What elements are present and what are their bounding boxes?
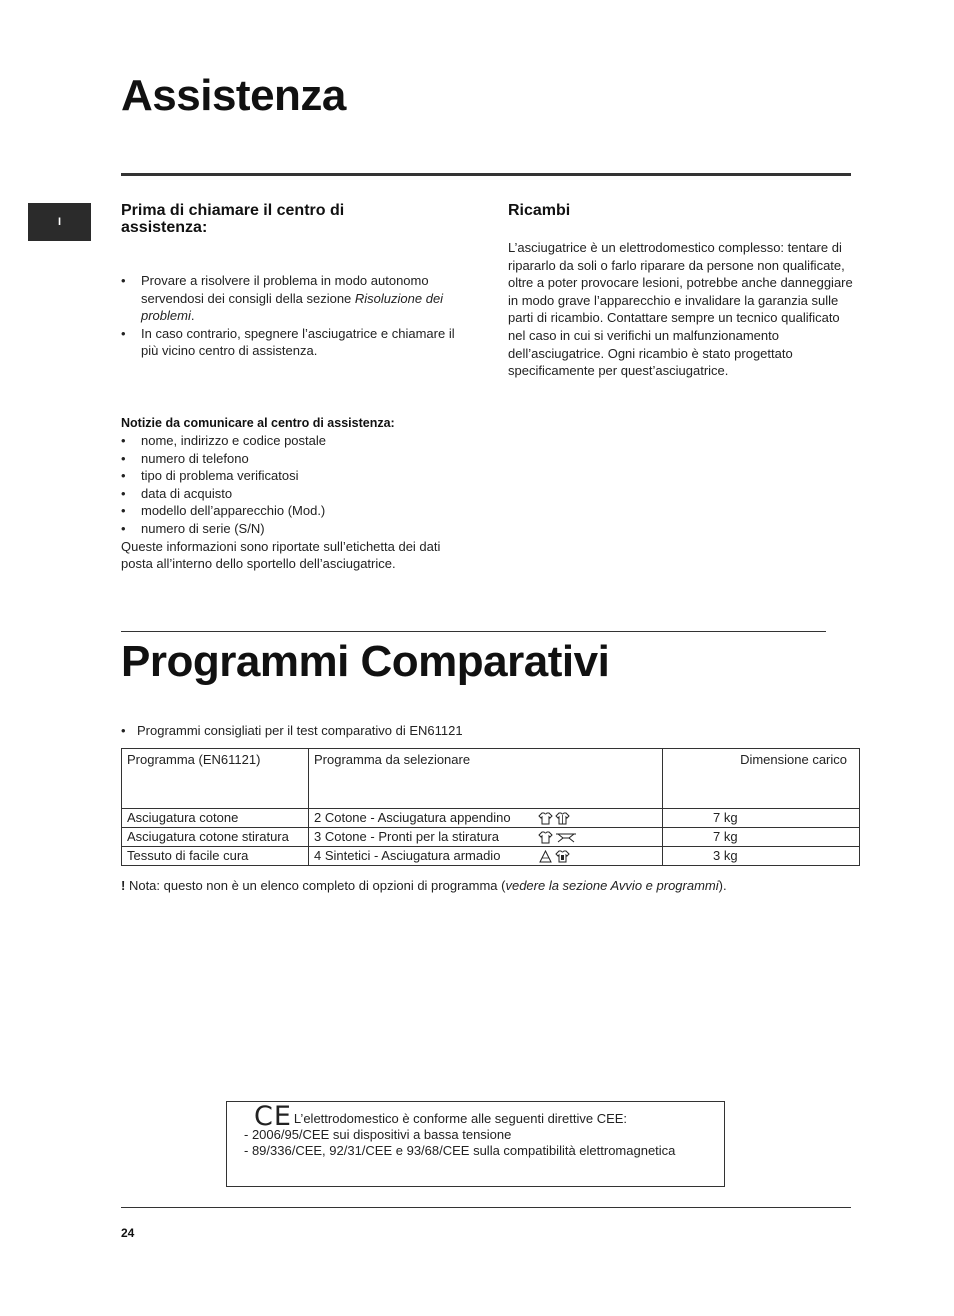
list-item: • In caso contrario, spegnere l’asciugatrice e chiamare il più vicino centro di assistenza. xyxy=(121,325,461,360)
ce-line-2: - 2006/95/CEE sui dispositivi a bassa tensione xyxy=(244,1127,512,1142)
header-selezionare: Programma da selezionare xyxy=(309,749,663,809)
iron-icon xyxy=(555,831,577,844)
cell-selezionare: 2 Cotone - Asciugatura appendino xyxy=(309,809,663,828)
shirt-icon xyxy=(538,831,553,844)
spare-parts-heading: Ricambi xyxy=(508,202,571,219)
shirt-icon xyxy=(555,850,570,863)
comparison-table xyxy=(121,748,860,866)
title-divider xyxy=(121,173,851,176)
before-calling-section xyxy=(121,202,461,360)
ce-line-3: - 89/336/CEE, 92/31/CEE e 93/68/CEE sulla compatibilità elettromagnetica xyxy=(244,1143,676,1158)
shirt-icon xyxy=(538,812,553,825)
section-divider xyxy=(121,631,826,632)
synthetic-icon xyxy=(538,850,553,863)
before-calling-list xyxy=(121,272,461,360)
care-symbols xyxy=(538,850,570,863)
footer-divider xyxy=(121,1207,851,1208)
ce-mark-icon: CE xyxy=(254,1101,292,1132)
cell-carico: 7 kg xyxy=(663,809,860,828)
page-title: Assistenza xyxy=(121,71,346,120)
spare-parts-section xyxy=(508,202,853,380)
cell-carico: 7 kg xyxy=(663,828,860,847)
shirt-icon xyxy=(555,812,570,825)
care-symbols xyxy=(538,831,577,844)
care-symbols xyxy=(538,812,570,825)
header-programma: Programma (EN61121) xyxy=(122,749,309,809)
page-number: 24 xyxy=(121,1226,135,1240)
info-list xyxy=(121,432,466,538)
note: ! Nota: questo non è un elenco completo di opzioni di programma (vedere la sezione Avvio e programmi). xyxy=(121,878,727,893)
cell-selezionare: 3 Cotone - Pronti per la stiratura xyxy=(309,828,663,847)
cell-programma: Tessuto di facile cura xyxy=(122,847,309,866)
ce-line-1: L’elettrodomestico è conforme alle seguenti direttive CEE: xyxy=(293,1111,628,1126)
list-item: • nome, indirizzo e codice postale xyxy=(121,432,466,450)
list-item: • numero di serie (S/N) xyxy=(121,520,466,538)
table-row xyxy=(122,828,860,847)
list-item: • numero di telefono xyxy=(121,450,466,468)
table-row xyxy=(122,847,860,866)
note-mark: ! xyxy=(121,878,126,893)
cell-selezionare: 4 Sintetici - Asciugatura armadio xyxy=(309,847,663,866)
header-carico: Dimensione carico xyxy=(663,749,860,809)
table-header-row xyxy=(122,749,860,809)
list-item: • Provare a risolvere il problema in modo autonomo servendosi dei consigli della sezione Risoluzione dei problemi. xyxy=(121,272,461,325)
info-footer: Queste informazioni sono riportate sull’etichetta dei dati posta all’interno dello sportello dell’asciugatrice. xyxy=(121,538,441,572)
ce-conformity-box xyxy=(226,1101,725,1187)
spare-parts-text: L’asciugatrice è un elettrodomestico complesso: tentare di ripararlo da soli o farlo riparare da persone non qualificate, oltre a poter provocare lesioni, potrebbe anche danneggiare in modo grave l’apparecchio e invalidare la garanzia sulle parti di ricambio. Contattare sempre un tecnico qualificato nel caso in cui si verifichi un malfunzionamento dell’asciugatrice. Ogni ricambio è stato progettato specificamente per quest’asciugatrice. xyxy=(508,240,853,379)
cell-programma: Asciugatura cotone xyxy=(122,809,309,828)
before-calling-heading: Prima di chiamare il centro di assistenza: xyxy=(121,202,345,236)
intro-bullet: • Programmi consigliati per il test comparativo di EN61121 xyxy=(121,723,463,738)
cell-programma: Asciugatura cotone stiratura xyxy=(122,828,309,847)
cell-carico: 3 kg xyxy=(663,847,860,866)
info-heading: Notizie da comunicare al centro di assistenza: xyxy=(121,416,395,430)
info-section xyxy=(121,415,466,573)
table-row xyxy=(122,809,860,828)
list-item: • tipo di problema verificatosi xyxy=(121,467,466,485)
language-tab: I xyxy=(28,203,91,241)
list-item: • data di acquisto xyxy=(121,485,466,503)
bullet-dot: • xyxy=(121,723,126,738)
list-item: • modello dell’apparecchio (Mod.) xyxy=(121,502,466,520)
section-title: Programmi Comparativi xyxy=(121,637,610,686)
